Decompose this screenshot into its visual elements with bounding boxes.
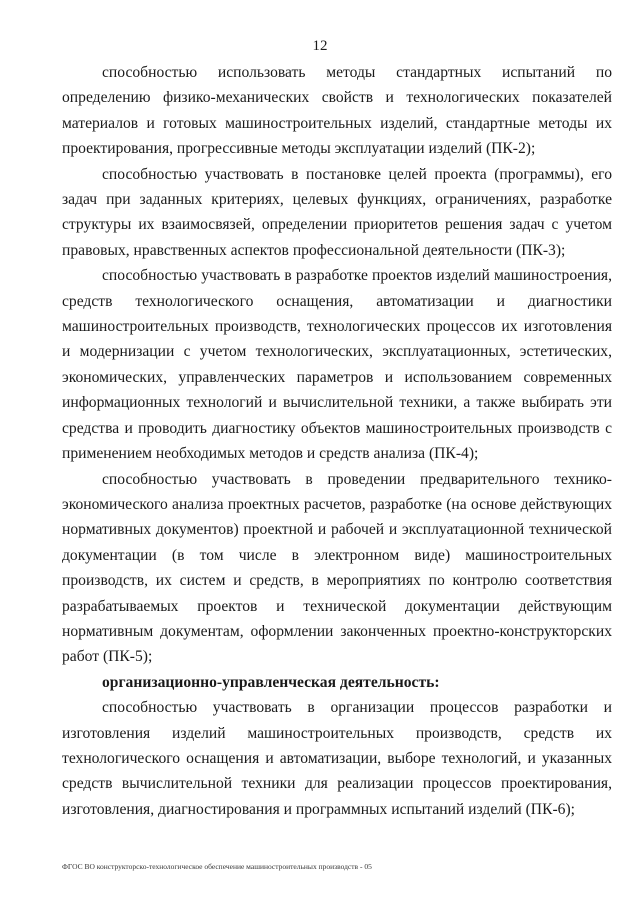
- page-footer: ФГОС ВО конструкторско-технологическое обеспечение машиностроительных производств - 05: [62, 862, 372, 871]
- body-text: [62, 60, 612, 822]
- paragraph-pk3: способностью участвовать в постановке целей проекта (программы), его задач при заданных критериях, целевых функциях, ограничениях, разработке структуры их взаимосвязей, определении приоритетов решения задач с учетом правовых, нравственных аспектов профессиональной деятельности (ПК-3);: [62, 165, 612, 259]
- paragraph-pk5: способностью участвовать в проведении предварительного технико-экономического анализа проектных расчетов, разработке (на основе действующих нормативных документов) проектной и рабочей и эксплуатационной технической документации (в том числе в электронном виде) машиностроительных производств, их систем и средств, в мероприятиях по контролю соответствия разрабатываемых проектов и технической документации действующим нормативным документам, оформлении законченных проектно-конструкторских работ (ПК-5);: [62, 470, 612, 666]
- paragraph-pk4: способностью участвовать в разработке проектов изделий машиностроения, средств технологического оснащения, автоматизации и диагностики машиностроительных производств, технологических процессов их изготовления и модернизации с учетом технологических, эксплуатационных, эстетических, экономических, управленческих параметров и использованием современных информационных технологий и вычислительной техники, а также выбирать эти средства и проводить диагностику объектов машиностроительных производств с применением необходимых методов и средств анализа (ПК-4);: [62, 267, 612, 463]
- paragraph-pk6: способностью участвовать в организации процессов разработки и изготовления изделий машиностроительных производств, средств их технологического оснащения и автоматизации, выборе технологий, и указанных средств вычислительной техники для реализации процессов проектирования, изготовления, диагностирования и программных испытаний изделий (ПК-6);: [62, 699, 612, 818]
- page-number: 12: [312, 38, 328, 54]
- paragraph-pk2: способностью использовать методы стандартных испытаний по определению физико-механических свойств и технологических показателей материалов и готовых машиностроительных изделий, стандартные методы их проектирования, прогрессивные методы эксплуатации изделий (ПК-2);: [62, 64, 612, 158]
- section-heading: организационно-управленческая деятельность:: [102, 673, 440, 691]
